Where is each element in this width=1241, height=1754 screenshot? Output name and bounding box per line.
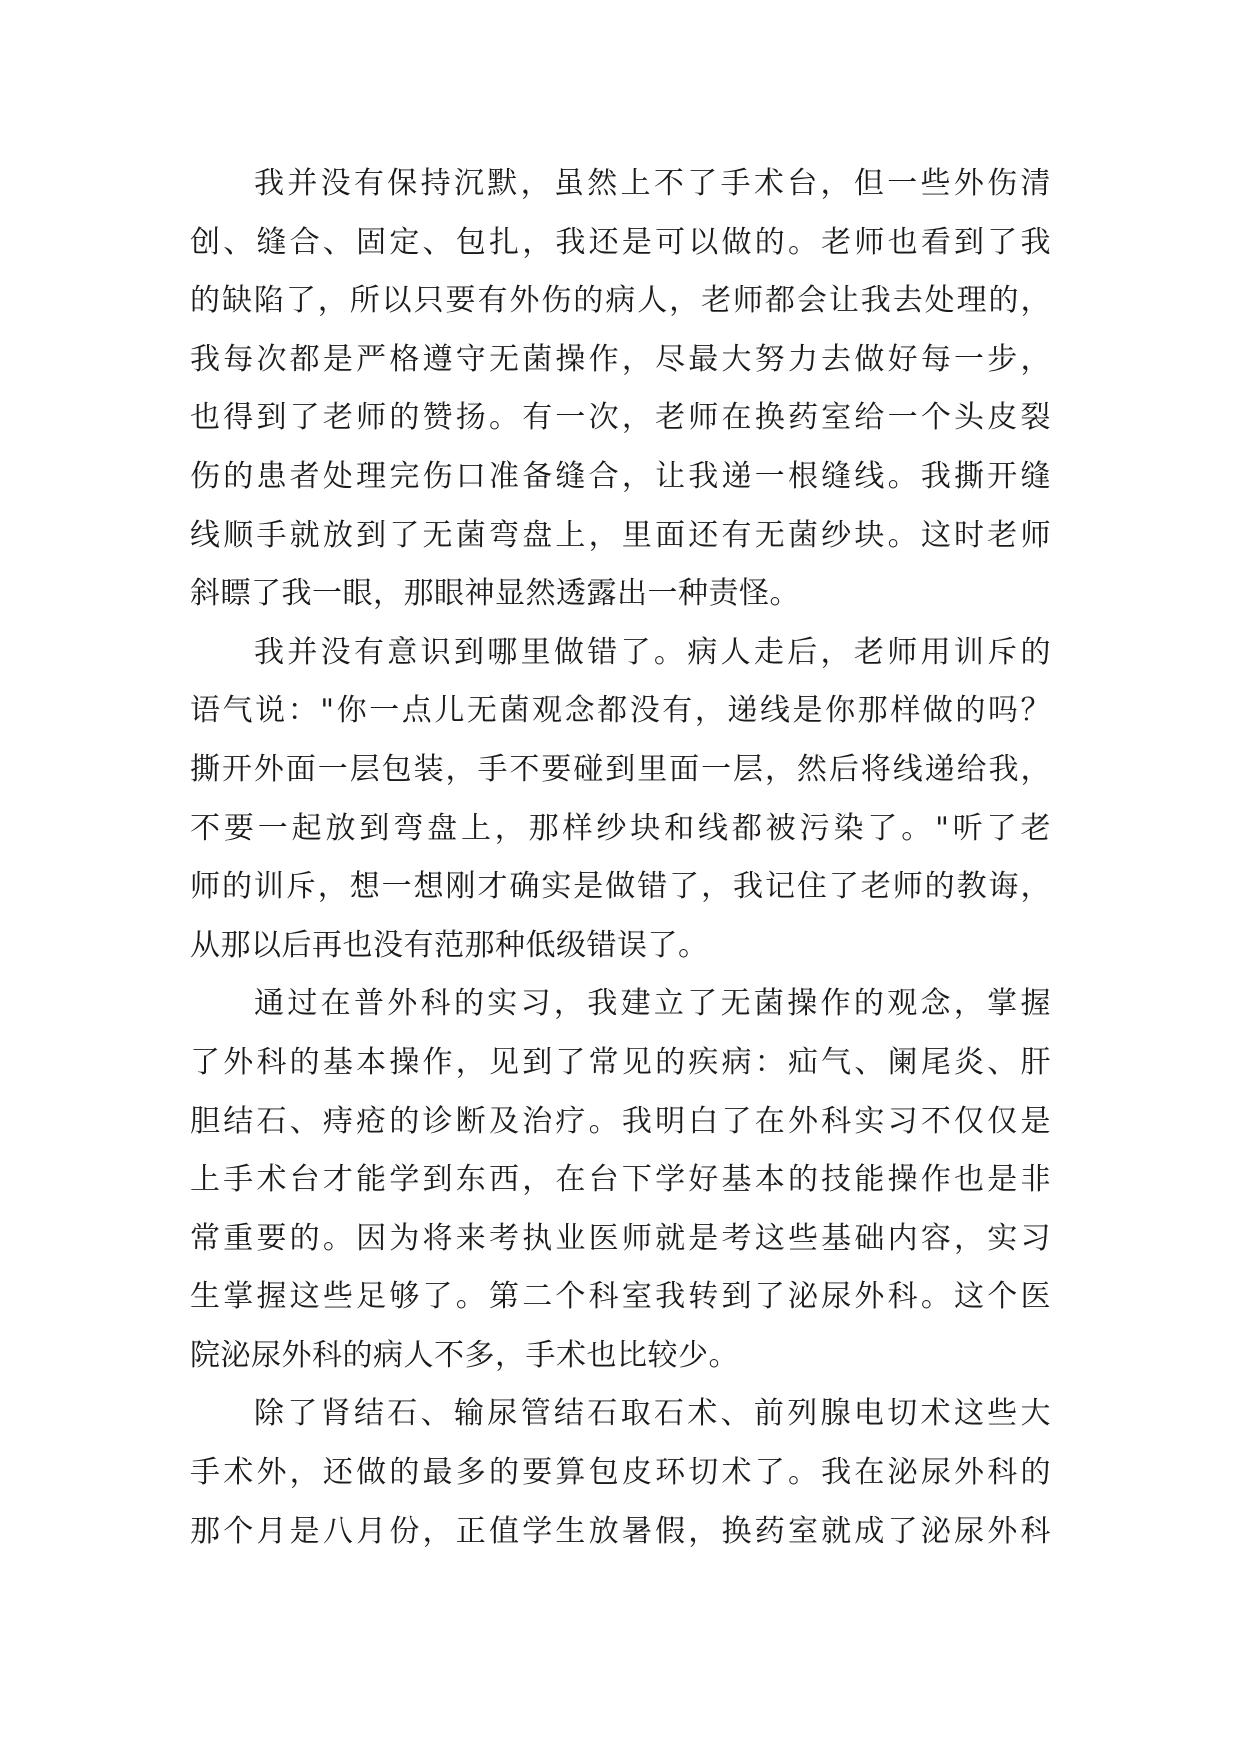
- text-line: 除了肾结石、输尿管结石取石术、前列腺电切术这些大: [254, 1396, 1051, 1432]
- text-line: 上手术台才能学到东西，在台下学好基本的技能操作也是非: [190, 1162, 1051, 1198]
- text-line: 从那以后再也没有范那种低级错误了。: [190, 927, 709, 963]
- text-line: 线顺手就放到了无菌弯盘上，里面还有无菌纱块。这时老师: [190, 517, 1051, 553]
- text-line: 了外科的基本操作，见到了常见的疾病：疝气、阑尾炎、肝: [190, 1044, 1051, 1080]
- text-line: 胆结石、痔疮的诊断及治疗。我明白了在外科实习不仅仅是: [190, 1103, 1051, 1139]
- paragraph: [190, 1385, 1051, 1561]
- text-line: 斜瞟了我一眼，那眼神显然透露出一种责怪。: [190, 576, 800, 612]
- text-line: 手术外，还做的最多的要算包皮环切术了。我在泌尿外科的: [190, 1455, 1051, 1491]
- text-line: 通过在普外科的实习，我建立了无菌操作的观念，掌握: [254, 986, 1051, 1022]
- text-line: 不要一起放到弯盘上，那样纱块和线都被污染了。"听了老: [190, 810, 1051, 846]
- text-line: 的缺陷了，所以只要有外伤的病人，老师都会让我去处理的，: [190, 283, 1051, 319]
- paragraph: [190, 624, 1051, 976]
- text-line: 创、缝合、固定、包扎，我还是可以做的。老师也看到了我: [190, 224, 1051, 260]
- paragraph: [190, 975, 1051, 1385]
- text-line: 我并没有意识到哪里做错了。病人走后，老师用训斥的: [254, 634, 1051, 670]
- text-line: 生掌握这些足够了。第二个科室我转到了泌尿外科。这个医: [190, 1279, 1051, 1315]
- text-line: 撕开外面一层包装，手不要碰到里面一层，然后将线递给我，: [190, 751, 1051, 787]
- text-line: 语气说："你一点儿无菌观念都没有，递线是你那样做的吗？: [190, 693, 1051, 729]
- text-line: 我并没有保持沉默，虽然上不了手术台，但一些外伤清: [254, 166, 1051, 201]
- text-line: 伤的患者处理完伤口准备缝合，让我递一根缝线。我撕开缝: [190, 458, 1051, 494]
- text-line: 我每次都是严格遵守无菌操作，尽最大努力去做好每一步，: [190, 341, 1051, 377]
- text-line: 那个月是八月份，正值学生放暑假，换药室就成了泌尿外科: [190, 1513, 1051, 1549]
- document-page: [190, 155, 1051, 1561]
- text-line: 师的训斥，想一想刚才确实是做错了，我记住了老师的教诲，: [190, 869, 1051, 905]
- text-line: 常重要的。因为将来考执业医师就是考这些基础内容，实习: [190, 1220, 1051, 1256]
- text-line: 也得到了老师的赞扬。有一次，老师在换药室给一个头皮裂: [190, 400, 1051, 436]
- paragraph: [190, 155, 1051, 624]
- text-line: 院泌尿外科的病人不多，手术也比较少。: [190, 1337, 739, 1373]
